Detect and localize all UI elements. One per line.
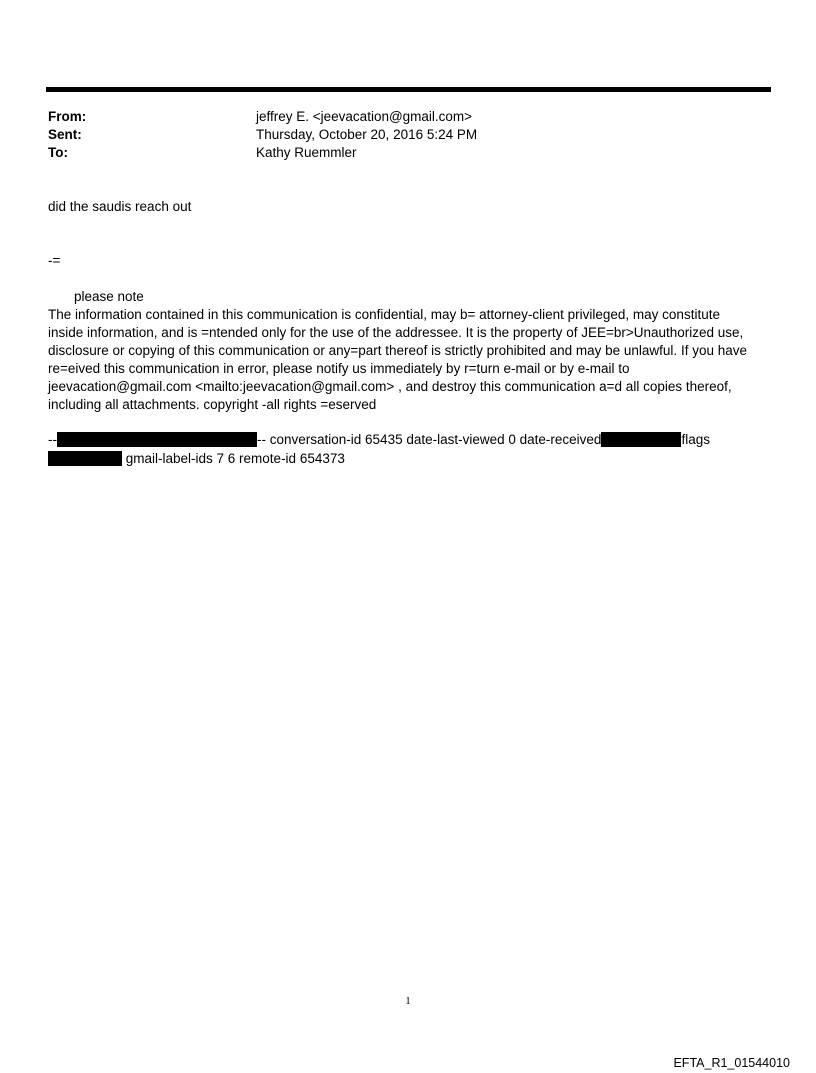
meta-prefix: -- [48,432,57,447]
page-number: 1 [405,995,411,1007]
disclaimer-line: The information contained in this communication is confidential, may b= attorney-client privileged, may constitute [48,307,720,322]
metadata-line [48,450,345,468]
redaction-block [57,432,257,447]
meta-labels: gmail-label-ids 7 6 remote-id 654373 [122,451,345,466]
from-value: jeffrey E. <jeevacation@gmail.com> [256,109,473,124]
disclaimer-line: inside information, and is =ntended only for the use of the addressee. It is the property of JEE=br>Unauthorized use, [48,325,744,340]
disclaimer-line: including all attachments. copyright -all rights =eserved [48,397,377,412]
to-value: Kathy Ruemmler [256,145,357,160]
disclaimer-line: re=eived this communication in error, please notify us immediately by r=turn e-mail or by e-mail to [48,361,630,376]
disclaimer-line: jeevacation@gmail.com <mailto:jeevacation@gmail.com> , and destroy this communication a=d all copies thereof, [48,379,732,394]
redaction-block [48,451,122,466]
metadata-line [48,431,710,449]
message-text: did the saudis reach out [48,199,192,214]
sent-label: Sent: [48,127,82,142]
meta-flags: flags [681,432,710,447]
document-id: EFTA_R1_01544010 [673,1056,790,1070]
top-rule [46,87,771,92]
sent-value: Thursday, October 20, 2016 5:24 PM [256,127,478,142]
to-label: To: [48,145,68,160]
disclaimer-line: disclosure or copying of this communication or any=part thereof is strictly prohibited and may be unlawful. If you have [48,343,747,358]
separator-text: -= [48,253,61,268]
meta-conversation: -- conversation-id 65435 date-last-viewed 0 date-received [257,432,602,447]
redaction-block [601,432,681,447]
note-title: please note [74,289,144,304]
from-label: From: [48,109,87,124]
